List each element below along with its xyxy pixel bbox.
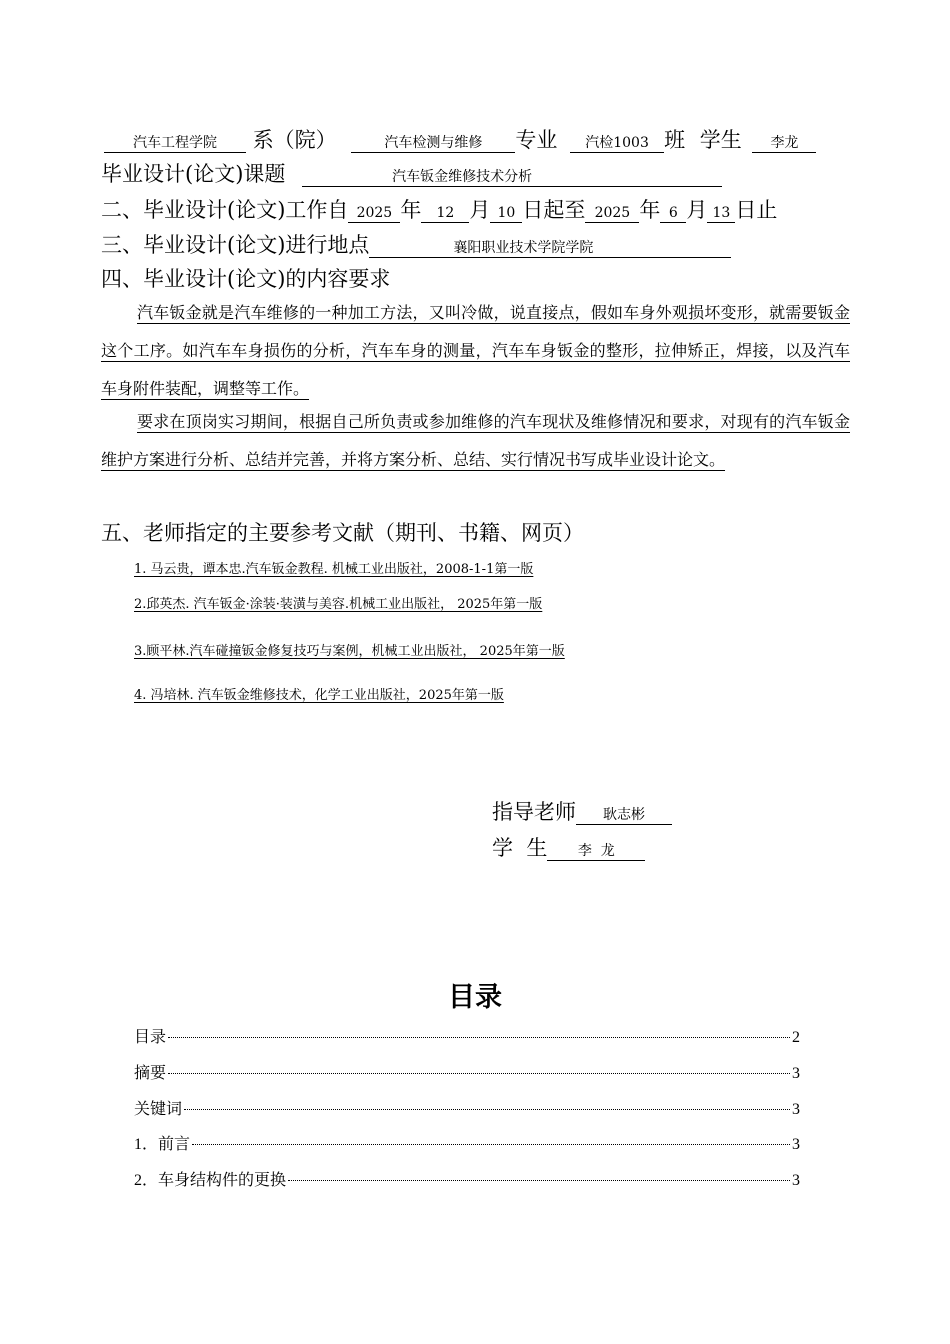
toc-leader <box>168 1073 790 1074</box>
toc-entry-page: 3 <box>792 1065 800 1082</box>
toc-entry-page: 3 <box>792 1101 800 1118</box>
topic-line <box>101 158 722 188</box>
toc-entry[interactable] <box>134 1167 800 1190</box>
toc-entry[interactable] <box>134 1060 800 1083</box>
toc-entry-label: 1．前言 <box>134 1136 191 1153</box>
end-year-char: 年 <box>639 198 661 222</box>
class-field: 汽检1003 <box>570 134 664 153</box>
student-label: 学生 <box>699 128 742 152</box>
place-label: 三、毕业设计(论文)进行地点 <box>101 233 370 257</box>
toc-entry-page: 2 <box>792 1029 800 1046</box>
reference-item-2: 2.邱英杰. 汽车钣金·涂装·装潢与美容.机械工业出版社， 2025年第一版 <box>134 597 543 612</box>
toc-leader <box>184 1109 790 1110</box>
topic-field: 汽车钣金维修技术分析 <box>302 168 722 187</box>
major-field: 汽车检测与维修 <box>351 134 515 153</box>
start-year-field: 2025 <box>348 204 400 223</box>
day-to-label: 日止 <box>735 198 778 222</box>
year-char: 年 <box>400 198 422 222</box>
place-field: 襄阳职业技术学院学院 <box>369 239 731 258</box>
end-day-field: 13 <box>707 204 735 223</box>
teacher-signature-line <box>492 796 672 826</box>
header-line <box>104 124 816 154</box>
reference-item-3: 3.顾平林.汽车碰撞钣金修复技巧与案例，机械工业出版社， 2025年第一版 <box>134 644 565 659</box>
toc-entry[interactable] <box>134 1096 800 1119</box>
toc-leader <box>168 1037 790 1038</box>
teacher-field: 耿志彬 <box>576 806 672 825</box>
month-char: 月 <box>469 198 491 222</box>
end-month-char: 月 <box>686 198 708 222</box>
student-sign-field: 李 龙 <box>547 842 645 861</box>
major-label: 专业 <box>515 128 558 152</box>
references-heading: 五、老师指定的主要参考文献（期刊、书籍、网页） <box>101 521 584 545</box>
period-line <box>101 194 777 224</box>
requirements-paragraph-2: 要求在顶岗实习期间，根据自己所负责或参加维修的汽车现状及维修情况和要求，对现有的汽车钣金维护方案进行分析、总结并完善，并将方案分析、总结、实行情况书写成毕业设计论文。 <box>101 412 850 469</box>
day-from-label: 日起至 <box>522 198 586 222</box>
toc-entry[interactable] <box>134 1131 800 1154</box>
toc-leader <box>288 1180 790 1181</box>
toc-entry-label: 摘要 <box>134 1065 167 1082</box>
class-label: 班 <box>664 128 686 152</box>
toc-entry-page: 3 <box>792 1172 800 1189</box>
end-year-field: 2025 <box>585 204 639 223</box>
end-month-field: 6 <box>660 204 686 223</box>
requirements-heading: 四、毕业设计(论文)的内容要求 <box>101 267 391 291</box>
toc-entry-label: 2．车身结构件的更换 <box>134 1172 287 1189</box>
teacher-label: 指导老师 <box>492 800 576 824</box>
toc-entry-label: 目录 <box>134 1029 167 1046</box>
start-month-field: 12 <box>421 204 469 223</box>
toc-title: 目录 <box>448 982 502 1013</box>
period-label: 二、毕业设计(论文)工作自 <box>101 198 349 222</box>
student-field: 李龙 <box>752 134 816 153</box>
toc-leader <box>192 1144 790 1145</box>
topic-label: 毕业设计(论文)课题 <box>101 162 286 186</box>
toc-entry-page: 3 <box>792 1136 800 1153</box>
reference-item-4: 4. 冯培林. 汽车钣金维修技术，化学工业出版社，2025年第一版 <box>134 688 504 703</box>
reference-item-1: 1. 马云贵，谭本忠.汽车钣金教程. 机械工业出版社，2008-1-1第一版 <box>134 562 534 577</box>
toc-entry-label: 关键词 <box>134 1101 183 1118</box>
student-sign-label: 学 生 <box>492 836 548 860</box>
place-line <box>101 229 731 259</box>
dept-label: 系（院） <box>252 128 337 152</box>
requirements-paragraph-1: 汽车钣金就是汽车维修的一种加工方法，又叫冷做，说直接点，假如车身外观损坏变形，就需要钣金这个工序。如汽车车身损伤的分析，汽车车身的测量，汽车车身钣金的整形，拉伸矫正，焊接，以及汽车车身附件装配，调整等工作。 <box>101 303 850 398</box>
college-field: 汽车工程学院 <box>104 134 246 153</box>
student-signature-line <box>492 832 645 862</box>
toc-entry[interactable] <box>134 1024 800 1047</box>
start-day-field: 10 <box>490 204 522 223</box>
